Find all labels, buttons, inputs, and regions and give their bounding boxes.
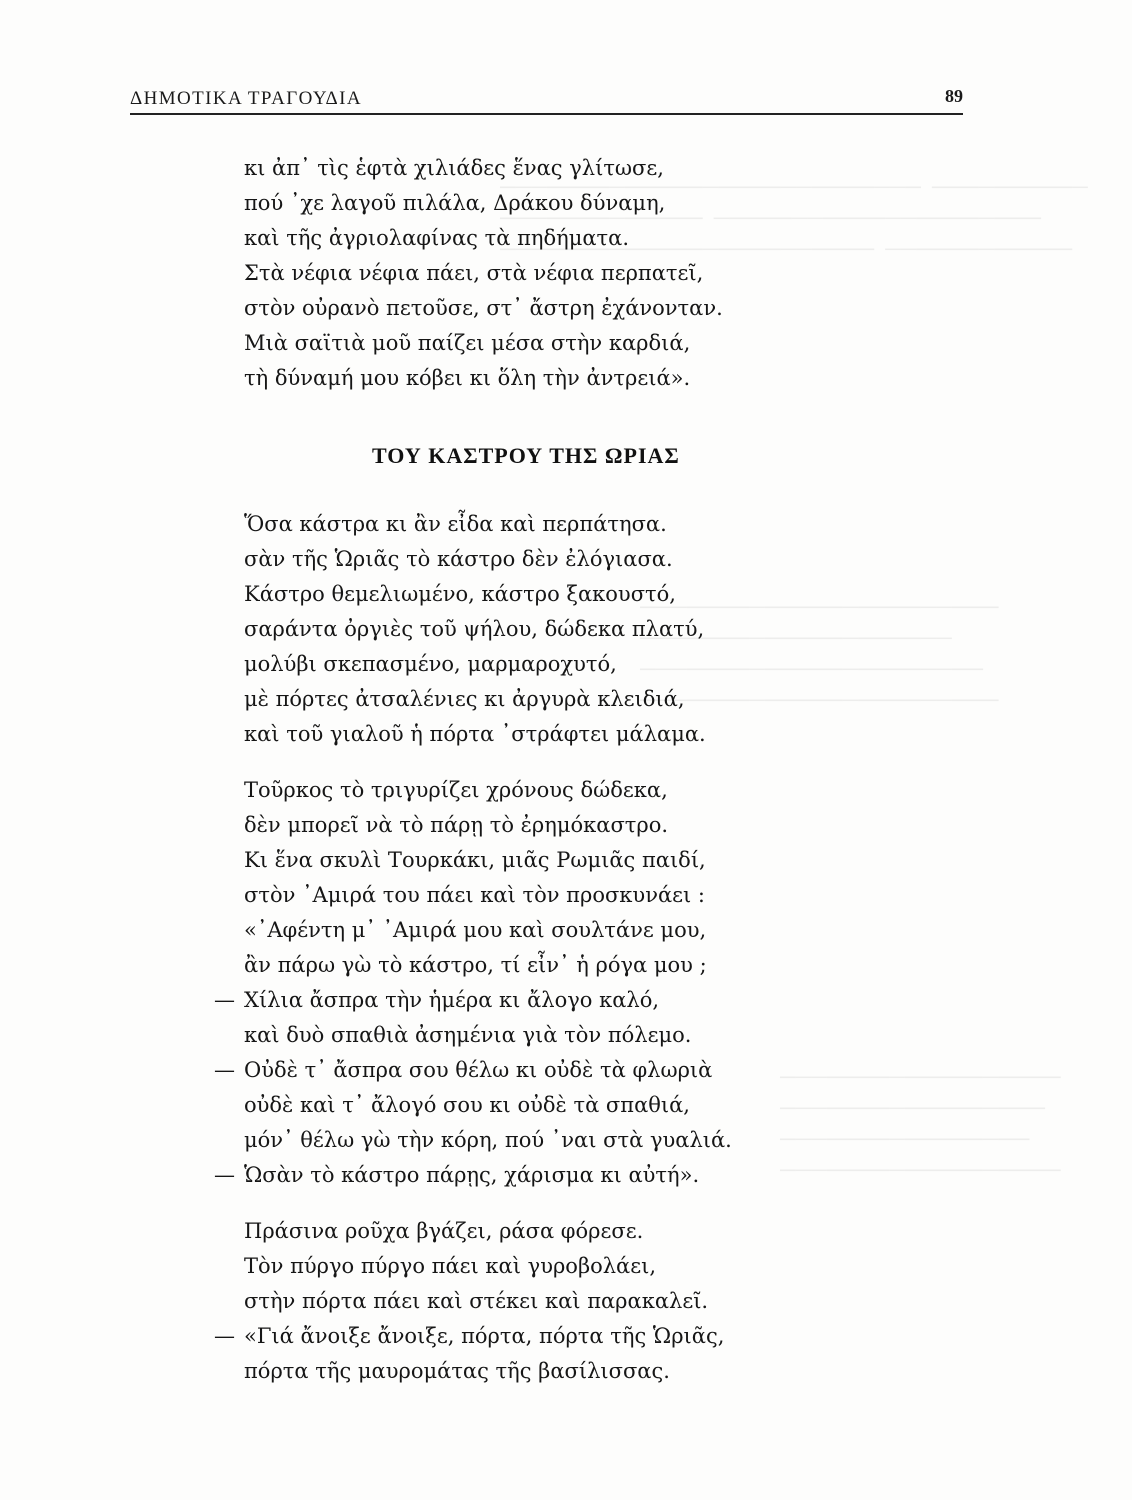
verse-line: Ὡσὰν τὸ κάστρο πάρῃς, χάρισμα κι αὐτή». xyxy=(244,1163,700,1187)
verse-line: καὶ τοῦ γιαλοῦ ἡ πόρτα ᾿στράφτει μάλαμα. xyxy=(244,722,706,746)
verse-line: Πράσινα ροῦχα βγάζει, ράσα φόρεσε. xyxy=(244,1219,644,1243)
dialogue-dash: — xyxy=(214,1163,235,1187)
verse-line: στὸν οὐρανὸ πετοῦσε, στ᾿ ἄστρη ἐχάνονταν. xyxy=(244,296,723,320)
verse-line: Κάστρο θεμελιωμένο, κάστρο ξακουστό, xyxy=(244,582,676,606)
dialogue-dash: — xyxy=(214,1058,235,1082)
verse-line: στὸν ᾿Αμιρά του πάει καὶ τὸν προσκυνάει : xyxy=(244,883,706,907)
verse-line: στὴν πόρτα πάει καὶ στέκει καὶ παρακαλεῖ. xyxy=(244,1289,709,1313)
verse-line: πού ᾿χε λαγοῦ πιλάλα, Δράκου δύναμη, xyxy=(244,191,666,215)
page-number: 89 xyxy=(945,86,963,106)
verse-line: κι ἀπ᾿ τὶς ἑφτὰ χιλιάδες ἕνας γλίτωσε, xyxy=(244,156,664,180)
header-rule xyxy=(130,113,963,115)
verse-line: τὴ δύναμή μου κόβει κι ὅλη τὴν ἀντρειά». xyxy=(244,366,691,390)
verse-line: Μιὰ σαϊτιὰ μοῦ παίζει μέσα στὴν καρδιά, xyxy=(244,331,691,355)
verse-line: καὶ δυὸ σπαθιὰ ἀσημένια γιὰ τὸν πόλεμο. xyxy=(244,1023,692,1047)
verse-line: Τὸν πύργο πύργο πάει καὶ γυροβολάει, xyxy=(244,1254,657,1278)
verse-line: «᾿Αφέντη μ᾿ ᾿Αμιρά μου καὶ σουλτάνε μου, xyxy=(244,918,707,942)
running-title: ΔΗΜΟΤΙΚΑ ΤΡΑΓΟΥΔΙΑ xyxy=(130,88,363,109)
verse-line: μολύβι σκεπασμένο, μαρμαροχυτό, xyxy=(244,652,617,676)
verse-line: μὲ πόρτες ἀτσαλένιες κι ἀργυρὰ κλειδιά, xyxy=(244,687,685,711)
dialogue-dash: — xyxy=(214,988,235,1012)
verse-line: Χίλια ἄσπρα τὴν ἡμέρα κι ἄλογο καλό, xyxy=(244,988,660,1012)
show-through-texture: ─────────────────────── ──────────────────── ────────────────────── ─────────────────────── xyxy=(640,594,999,712)
verse-line: «Γιά ἄνοιξε ἄνοιξε, πόρτα, πόρτα τῆς Ὡριᾶς, xyxy=(244,1324,725,1348)
running-header xyxy=(130,82,963,116)
verse-line: σαράντα ὀργιὲς τοῦ ψήλου, δώδεκα πλατύ, xyxy=(244,617,705,641)
verse-line: Στὰ νέφια νέφια πάει, στὰ νέφια περπατεῖ, xyxy=(244,261,704,285)
verse-line: Οὐδὲ τ᾿ ἄσπρα σου θέλω κι οὐδὲ τὰ φλωριὰ xyxy=(244,1058,713,1082)
verse-line: Τοῦρκος τὸ τριγυρίζει χρόνους δώδεκα, xyxy=(244,778,668,802)
verse-line: πόρτα τῆς μαυρομάτας τῆς βασίλισσας. xyxy=(244,1359,670,1383)
dialogue-dash: — xyxy=(214,1324,235,1348)
verse-line: σὰν τῆς Ὡριᾶς τὸ κάστρο δὲν ἐλόγιασα. xyxy=(244,547,673,571)
show-through-texture: ────────────────── ───────────────── ──────────────── ────────────────── xyxy=(780,1064,1061,1182)
verse-line: Ὅσα κάστρα κι ἂν εἶδα καὶ περπάτησα. xyxy=(244,512,667,536)
show-through-texture: ─────────────────────────── ────────── ───────────── ───────────────────── ──────────────────────── ──────────── xyxy=(500,174,1088,261)
verse-line: οὐδὲ καὶ τ᾿ ἄλογό σου κι οὐδὲ τὰ σπαθιά, xyxy=(244,1093,690,1117)
poem-title: ΤΟΥ ΚΑΣΤΡΟΥ ΤΗΣ ΩΡΙΑΣ xyxy=(372,443,680,468)
verse-line: δὲν μπορεῖ νὰ τὸ πάρῃ τὸ ἐρημόκαστρο. xyxy=(244,813,669,837)
verse-line: Κι ἕνα σκυλὶ Τουρκάκι, μιᾶς Ρωμιᾶς παιδί, xyxy=(244,848,706,872)
verse-line: ἂν πάρω γὼ τὸ κάστρο, τί εἶν᾿ ἡ ρόγα μου ; xyxy=(244,953,707,977)
verse-line: καὶ τῆς ἀγριολαφίνας τὰ πηδήματα. xyxy=(244,226,630,250)
verse-line: μόν᾿ θέλω γὼ τὴν κόρη, πού ᾿ναι στὰ γυαλιά. xyxy=(244,1128,732,1152)
